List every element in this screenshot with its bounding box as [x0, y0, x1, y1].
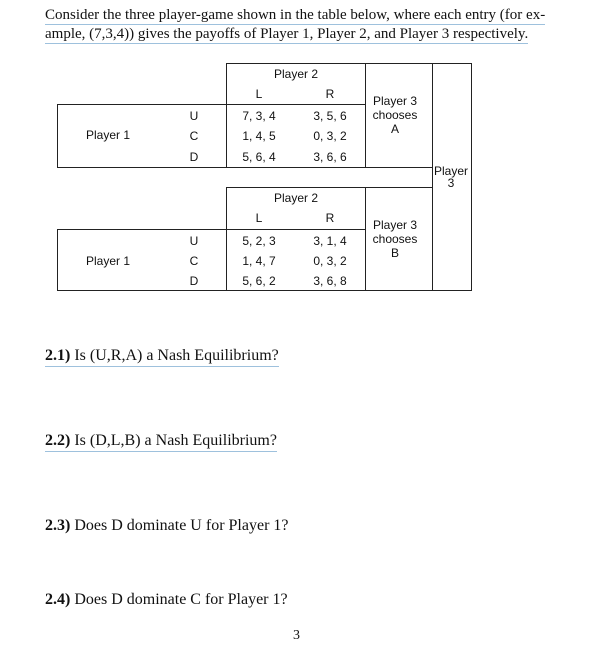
col-header-r: R [325, 211, 335, 225]
outer-box-bottom-border [432, 290, 472, 291]
cell-c-l: 1, 4, 7 [242, 254, 276, 268]
row-label-d: D [189, 150, 199, 164]
intro-line-1: Consider the three player-game shown in the table below, where each entry (for ex- [45, 7, 546, 23]
player3-outer-label-line1: Player [433, 164, 469, 178]
question-number: 2.3) [45, 517, 71, 534]
col-header-l: L [255, 211, 263, 225]
player3-outer-label [434, 164, 468, 190]
row-label-c: C [189, 254, 199, 268]
cell-d-l: 5, 6, 4 [242, 150, 276, 164]
question-number: 2.4) [45, 591, 71, 608]
cell-c-r: 0, 3, 2 [313, 254, 347, 268]
outer-box-top-border [432, 63, 472, 64]
question-number: 2.1) [45, 347, 71, 364]
row-label-c: C [189, 129, 199, 143]
cell-c-l: 1, 4, 5 [242, 129, 276, 143]
cell-u-r: 3, 5, 6 [313, 109, 347, 123]
intro-line-2: ample, (7,3,4)) gives the payoffs of Player 1, Player 2, and Player 3 respectively. [45, 26, 529, 42]
player1-label: Player 1 [85, 128, 131, 142]
question-2-1 [45, 347, 279, 367]
cell-u-r: 3, 1, 4 [313, 234, 347, 248]
outer-box-left-border [432, 63, 433, 291]
outer-box-right-border [471, 63, 472, 291]
player3-choice-a: Player 3 chooses A [372, 94, 418, 136]
col-header-l: L [255, 87, 263, 101]
cell-d-r: 3, 6, 8 [313, 274, 347, 288]
question-number: 2.2) [45, 432, 71, 449]
player3-outer-label-line2: 3 [447, 176, 455, 190]
question-text: Is (U,R,A) a Nash Equilibrium? [74, 347, 279, 364]
cell-d-l: 5, 6, 2 [242, 274, 276, 288]
row-label-u: U [189, 234, 199, 248]
question-2-4 [45, 591, 288, 610]
question-text: Does D dominate U for Player 1? [74, 517, 289, 534]
cell-u-l: 5, 2, 3 [242, 234, 276, 248]
row-label-d: D [189, 274, 199, 288]
question-2-2 [45, 432, 277, 452]
col-header-r: R [325, 87, 335, 101]
cell-u-l: 7, 3, 4 [242, 109, 276, 123]
row-label-u: U [189, 109, 199, 123]
page-number: 3 [293, 628, 300, 643]
cell-d-r: 3, 6, 6 [313, 150, 347, 164]
player3-choice-b: Player 3 chooses B [372, 218, 418, 260]
player2-label: Player 2 [273, 191, 319, 205]
question-text: Does D dominate C for Player 1? [74, 591, 288, 608]
question-text: Is (D,L,B) a Nash Equilibrium? [74, 432, 277, 449]
player2-label: Player 2 [273, 67, 319, 81]
cell-c-r: 0, 3, 2 [313, 129, 347, 143]
player1-label: Player 1 [85, 254, 131, 268]
question-2-3 [45, 517, 289, 536]
